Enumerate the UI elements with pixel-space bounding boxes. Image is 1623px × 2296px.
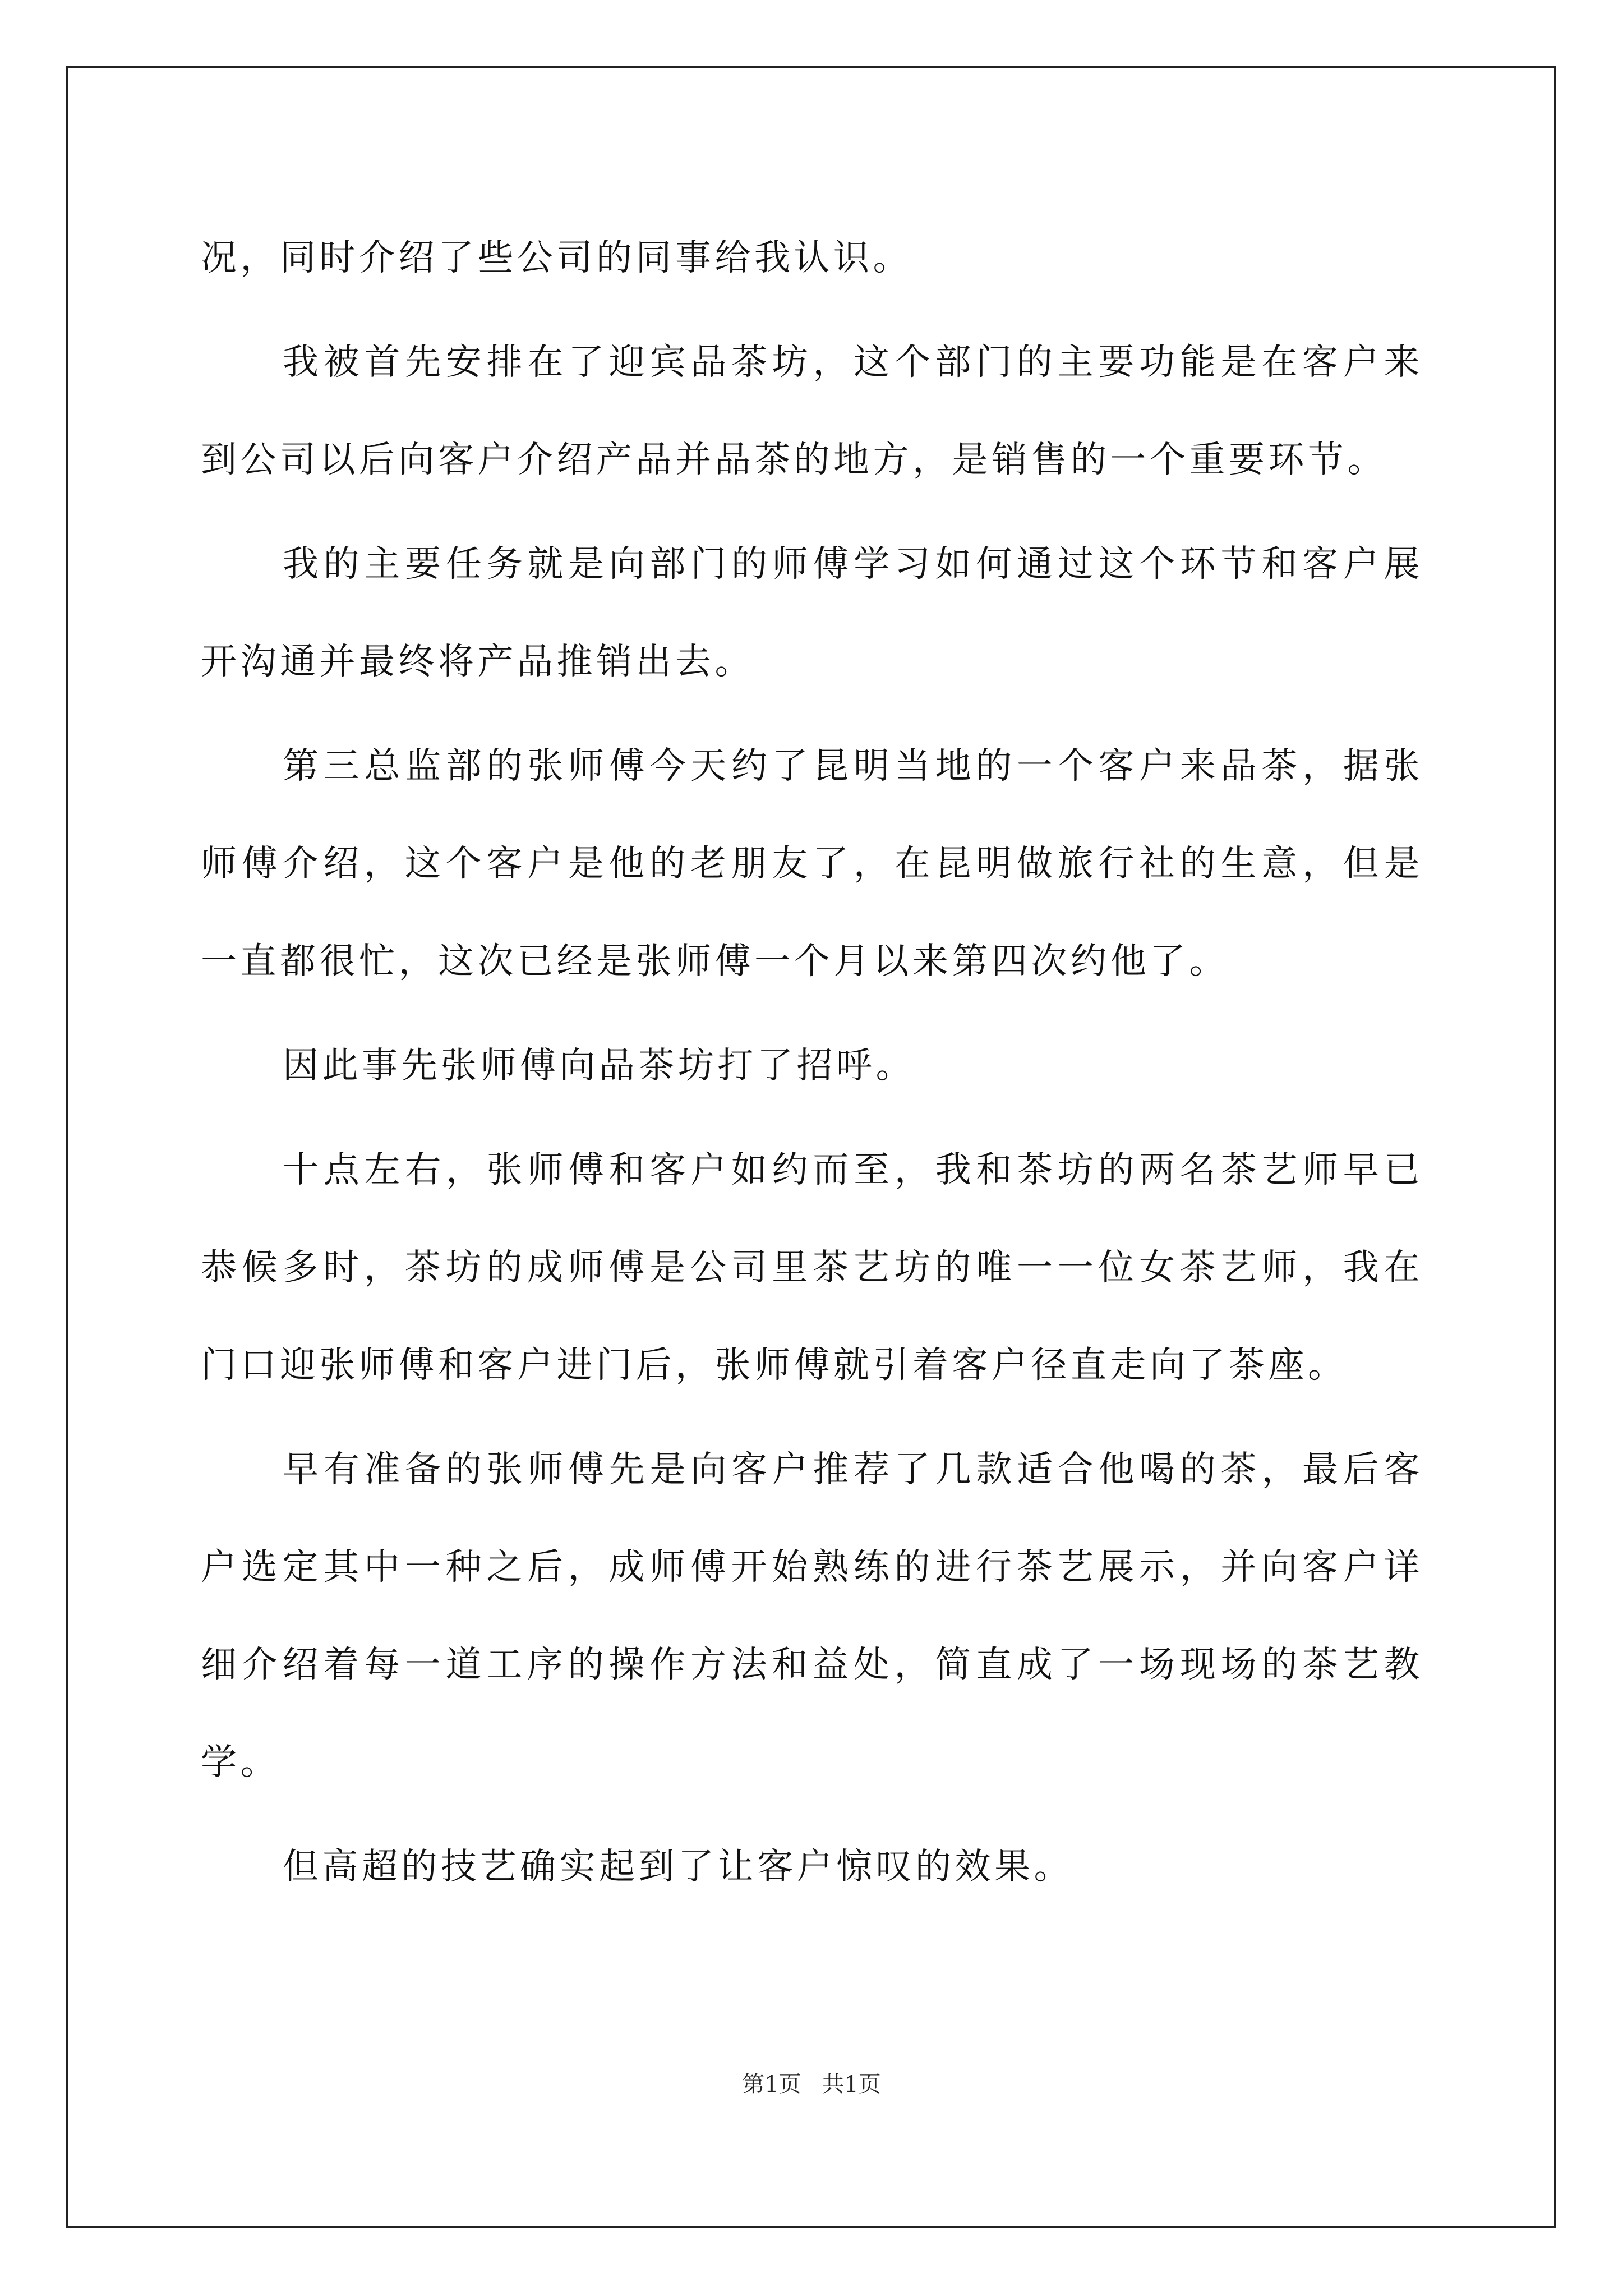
- paragraph-2: 我被首先安排在了迎宾品茶坊，这个部门的主要功能是在客户来到公司以后向客户介绍产品并品茶的地方，是销售的一个重要环节。: [201, 342, 1423, 481]
- document-body: [201, 209, 1423, 1916]
- paragraph-4: 第三总监部的张师傅今天约了昆明当地的一个客户来品茶，据张师傅介绍，这个客户是他的老朋友了，在昆明做旅行社的生意，但是一直都很忙，这次已经是张师傅一个月以来第四次约他了。: [201, 746, 1423, 982]
- page-footer: [0, 2067, 1623, 2099]
- page-number-total: 共1页: [822, 2072, 881, 2097]
- paragraph-1: 况，同时介绍了些公司的同事给我认识。: [201, 237, 912, 279]
- paragraph-6: 十点左右，张师傅和客户如约而至，我和茶坊的两名茶艺师早已恭候多时，茶坊的成师傅是公司里茶艺坊的唯一一位女茶艺师，我在门口迎张师傅和客户进门后，张师傅就引着客户径直走向了茶座。: [201, 1149, 1423, 1386]
- page-number-current: 第1页: [742, 2072, 801, 2097]
- paragraph-7: 早有准备的张师傅先是向客户推荐了几款适合他喝的茶，最后客户选定其中一种之后，成师傅开始熟练的进行茶艺展示，并向客户详细介绍着每一道工序的操作方法和益处，简直成了一场现场的茶艺教学。: [201, 1449, 1423, 1783]
- paragraph-5: 因此事先张师傅向品茶坊打了招呼。: [283, 1045, 915, 1087]
- paragraph-8: 但高超的技艺确实起到了让客户惊叹的效果。: [283, 1846, 1073, 1888]
- paragraph-3: 我的主要任务就是向部门的师傅学习如何通过这个环节和客户展开沟通并最终将产品推销出去。: [201, 544, 1423, 683]
